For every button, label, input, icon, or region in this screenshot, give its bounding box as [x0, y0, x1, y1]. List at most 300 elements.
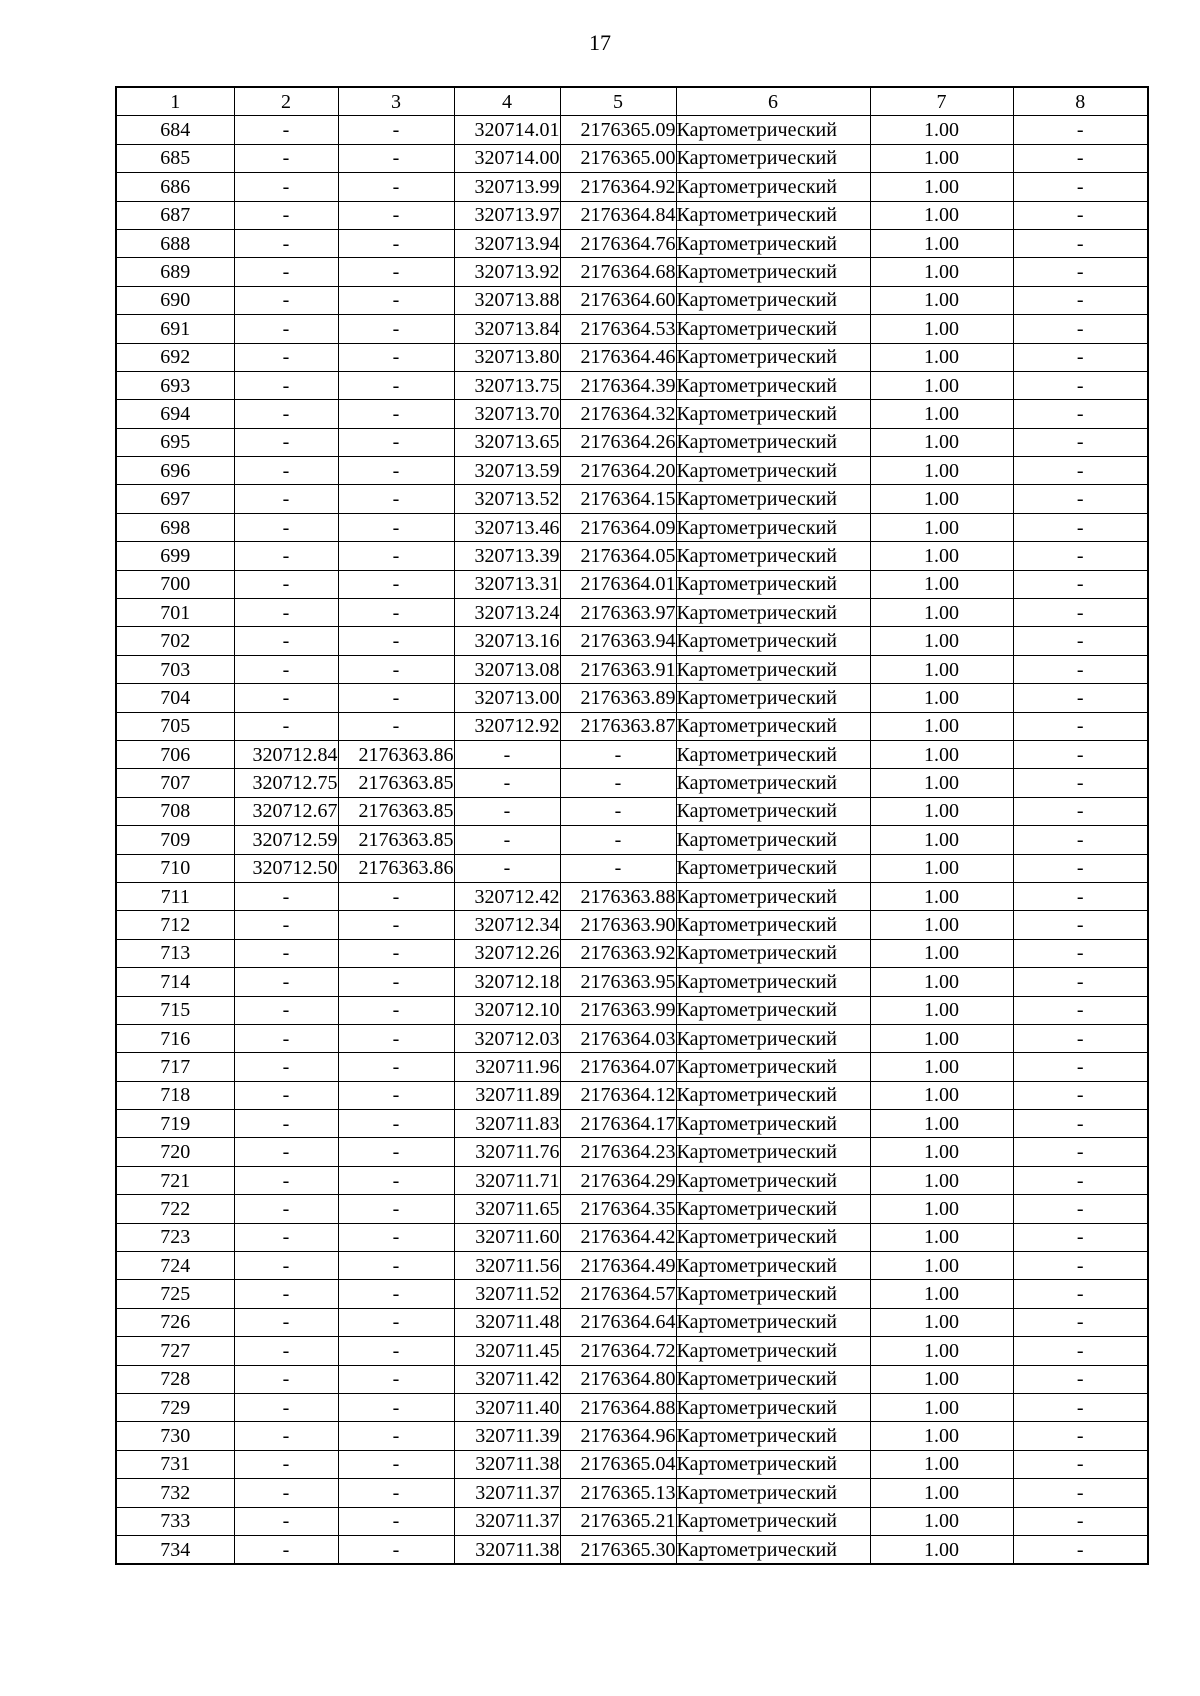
table-cell-col5: 2176363.94: [560, 627, 676, 655]
table-cell-col3: -: [338, 911, 454, 939]
table-cell-col6: Картометрический: [676, 1024, 870, 1052]
table-cell-col2: -: [234, 1280, 338, 1308]
table-row: [116, 1479, 1148, 1507]
table-cell-col8: -: [1013, 882, 1148, 910]
table-cell-col8: -: [1013, 1393, 1148, 1421]
table-cell-col7: 1.00: [870, 457, 1013, 485]
table-cell-col3: -: [338, 1450, 454, 1478]
table-cell-col6: Картометрический: [676, 1252, 870, 1280]
table-cell-col1: 721: [116, 1166, 234, 1194]
table-cell-col2: -: [234, 1195, 338, 1223]
table-cell-col6: Картометрический: [676, 797, 870, 825]
table-row: [116, 1507, 1148, 1535]
table-cell-col4: 320711.38: [454, 1535, 560, 1564]
table-cell-col1: 696: [116, 457, 234, 485]
table-cell-col4: 320712.10: [454, 996, 560, 1024]
table-cell-col5: -: [560, 769, 676, 797]
table-cell-col8: -: [1013, 1110, 1148, 1138]
table-cell-col5: 2176363.99: [560, 996, 676, 1024]
table-cell-col4: 320712.92: [454, 712, 560, 740]
table-cell-col3: 2176363.85: [338, 769, 454, 797]
table-cell-col8: -: [1013, 1365, 1148, 1393]
table-cell-col4: 320713.52: [454, 485, 560, 513]
table-cell-col8: -: [1013, 229, 1148, 257]
table-cell-col1: 707: [116, 769, 234, 797]
table-cell-col7: 1.00: [870, 627, 1013, 655]
table-cell-col1: 702: [116, 627, 234, 655]
table-cell-col1: 704: [116, 684, 234, 712]
table-cell-col5: 2176364.09: [560, 513, 676, 541]
table-cell-col8: -: [1013, 315, 1148, 343]
table-cell-col6: Картометрический: [676, 826, 870, 854]
table-cell-col6: Картометрический: [676, 542, 870, 570]
table-cell-col1: 720: [116, 1138, 234, 1166]
table-cell-col8: -: [1013, 173, 1148, 201]
table-cell-col6: Картометрический: [676, 655, 870, 683]
table-row: [116, 684, 1148, 712]
table-cell-col8: -: [1013, 513, 1148, 541]
table-cell-col7: 1.00: [870, 1166, 1013, 1194]
table-cell-col5: 2176364.57: [560, 1280, 676, 1308]
table-cell-col5: -: [560, 826, 676, 854]
table-cell-col1: 712: [116, 911, 234, 939]
table-cell-col5: 2176364.03: [560, 1024, 676, 1052]
table-cell-col5: 2176364.07: [560, 1053, 676, 1081]
table-cell-col5: 2176364.92: [560, 173, 676, 201]
table-cell-col1: 714: [116, 968, 234, 996]
table-cell-col2: -: [234, 1450, 338, 1478]
table-cell-col8: -: [1013, 655, 1148, 683]
table-row: [116, 315, 1148, 343]
table-row: [116, 258, 1148, 286]
table-cell-col7: 1.00: [870, 428, 1013, 456]
table-body: [116, 116, 1148, 1564]
table-cell-col7: 1.00: [870, 769, 1013, 797]
table-cell-col8: -: [1013, 627, 1148, 655]
column-header: 1: [116, 87, 234, 116]
table-cell-col5: 2176365.04: [560, 1450, 676, 1478]
table-cell-col7: 1.00: [870, 1308, 1013, 1336]
table-cell-col6: Картометрический: [676, 570, 870, 598]
table-cell-col5: 2176363.91: [560, 655, 676, 683]
table-cell-col5: 2176364.84: [560, 201, 676, 229]
table-cell-col5: 2176364.23: [560, 1138, 676, 1166]
table-cell-col1: 701: [116, 599, 234, 627]
table-cell-col1: 713: [116, 939, 234, 967]
table-cell-col2: -: [234, 1535, 338, 1564]
table-cell-col6: Картометрический: [676, 513, 870, 541]
table-row: [116, 485, 1148, 513]
table-cell-col4: 320711.83: [454, 1110, 560, 1138]
table-cell-col6: Картометрический: [676, 1365, 870, 1393]
table-cell-col4: 320712.26: [454, 939, 560, 967]
column-header: 3: [338, 87, 454, 116]
table-cell-col5: 2176364.53: [560, 315, 676, 343]
table-cell-col7: 1.00: [870, 144, 1013, 172]
table-row: [116, 769, 1148, 797]
table-cell-col1: 717: [116, 1053, 234, 1081]
table-cell-col3: -: [338, 1252, 454, 1280]
table-cell-col5: 2176363.97: [560, 599, 676, 627]
table-cell-col7: 1.00: [870, 1422, 1013, 1450]
table-cell-col5: 2176364.60: [560, 286, 676, 314]
table-cell-col1: 694: [116, 400, 234, 428]
table-cell-col7: 1.00: [870, 968, 1013, 996]
table-cell-col4: -: [454, 826, 560, 854]
table-cell-col3: -: [338, 1138, 454, 1166]
table-cell-col2: -: [234, 1365, 338, 1393]
table-cell-col8: -: [1013, 1450, 1148, 1478]
table-cell-col6: Картометрический: [676, 173, 870, 201]
table-cell-col8: -: [1013, 1422, 1148, 1450]
coordinates-table: [115, 86, 1149, 1565]
table-cell-col7: 1.00: [870, 1138, 1013, 1166]
column-header: 6: [676, 87, 870, 116]
table-cell-col3: -: [338, 144, 454, 172]
table-cell-col7: 1.00: [870, 485, 1013, 513]
table-cell-col4: 320713.99: [454, 173, 560, 201]
table-cell-col4: -: [454, 797, 560, 825]
table-cell-col2: -: [234, 1110, 338, 1138]
table-cell-col2: -: [234, 599, 338, 627]
table-cell-col7: 1.00: [870, 542, 1013, 570]
table-cell-col3: -: [338, 1507, 454, 1535]
table-cell-col3: -: [338, 1308, 454, 1336]
table-row: [116, 1422, 1148, 1450]
table-cell-col2: -: [234, 1507, 338, 1535]
table-cell-col3: 2176363.86: [338, 740, 454, 768]
table-cell-col1: 722: [116, 1195, 234, 1223]
table-cell-col2: -: [234, 684, 338, 712]
table-cell-col6: Картометрический: [676, 1393, 870, 1421]
table-cell-col6: Картометрический: [676, 1166, 870, 1194]
table-cell-col7: 1.00: [870, 712, 1013, 740]
table-cell-col7: 1.00: [870, 1053, 1013, 1081]
table-cell-col7: 1.00: [870, 1280, 1013, 1308]
table-row: [116, 371, 1148, 399]
table-cell-col4: -: [454, 740, 560, 768]
table-cell-col4: 320711.89: [454, 1081, 560, 1109]
table-cell-col2: 320712.59: [234, 826, 338, 854]
table-cell-col3: -: [338, 173, 454, 201]
table-cell-col2: -: [234, 968, 338, 996]
table-row: [116, 968, 1148, 996]
table-cell-col7: 1.00: [870, 797, 1013, 825]
table-cell-col4: 320713.46: [454, 513, 560, 541]
table-cell-col2: -: [234, 1422, 338, 1450]
table-cell-col1: 700: [116, 570, 234, 598]
table-cell-col1: 688: [116, 229, 234, 257]
table-cell-col3: -: [338, 1422, 454, 1450]
table-cell-col6: Картометрический: [676, 229, 870, 257]
table-cell-col7: 1.00: [870, 315, 1013, 343]
table-cell-col8: -: [1013, 1479, 1148, 1507]
table-row: [116, 826, 1148, 854]
table-cell-col7: 1.00: [870, 1081, 1013, 1109]
table-cell-col7: 1.00: [870, 939, 1013, 967]
table-cell-col4: 320711.52: [454, 1280, 560, 1308]
table-cell-col7: 1.00: [870, 1252, 1013, 1280]
table-cell-col6: Картометрический: [676, 627, 870, 655]
table-cell-col2: -: [234, 1053, 338, 1081]
table-cell-col8: -: [1013, 144, 1148, 172]
table-cell-col6: Картометрический: [676, 1081, 870, 1109]
table-cell-col4: 320713.65: [454, 428, 560, 456]
table-row: [116, 116, 1148, 144]
table-row: [116, 1308, 1148, 1336]
table-cell-col6: Картометрический: [676, 684, 870, 712]
table-cell-col2: -: [234, 258, 338, 286]
table-cell-col3: -: [338, 599, 454, 627]
table-cell-col1: 703: [116, 655, 234, 683]
table-cell-col1: 726: [116, 1308, 234, 1336]
table-cell-col4: 320713.88: [454, 286, 560, 314]
table-cell-col4: 320713.08: [454, 655, 560, 683]
table-cell-col4: 320711.56: [454, 1252, 560, 1280]
table-cell-col2: -: [234, 1308, 338, 1336]
table-cell-col4: 320711.37: [454, 1479, 560, 1507]
table-cell-col1: 699: [116, 542, 234, 570]
table-cell-col8: -: [1013, 1535, 1148, 1564]
table-cell-col5: -: [560, 740, 676, 768]
table-cell-col6: Картометрический: [676, 1223, 870, 1251]
table-cell-col5: 2176365.00: [560, 144, 676, 172]
table-cell-col1: 706: [116, 740, 234, 768]
table-row: [116, 1393, 1148, 1421]
table-cell-col6: Картометрический: [676, 1422, 870, 1450]
column-header: 4: [454, 87, 560, 116]
table-cell-col7: 1.00: [870, 1024, 1013, 1052]
table-cell-col6: Картометрический: [676, 315, 870, 343]
table-cell-col4: -: [454, 854, 560, 882]
table-cell-col4: 320713.70: [454, 400, 560, 428]
table-cell-col5: -: [560, 797, 676, 825]
table-cell-col2: -: [234, 627, 338, 655]
table-cell-col6: Картометрический: [676, 400, 870, 428]
table-row: [116, 1252, 1148, 1280]
table-cell-col7: 1.00: [870, 343, 1013, 371]
table-row: [116, 144, 1148, 172]
table-cell-col5: 2176363.89: [560, 684, 676, 712]
table-cell-col4: 320711.76: [454, 1138, 560, 1166]
table-cell-col5: 2176363.95: [560, 968, 676, 996]
table-cell-col8: -: [1013, 485, 1148, 513]
table-cell-col8: -: [1013, 740, 1148, 768]
table-cell-col3: -: [338, 1479, 454, 1507]
table-cell-col6: Картометрический: [676, 1308, 870, 1336]
table-cell-col2: -: [234, 201, 338, 229]
table-cell-col3: -: [338, 1337, 454, 1365]
table-cell-col1: 693: [116, 371, 234, 399]
table-cell-col8: -: [1013, 428, 1148, 456]
table-cell-col6: Картометрический: [676, 1053, 870, 1081]
table-cell-col1: 711: [116, 882, 234, 910]
table-cell-col6: Картометрический: [676, 1535, 870, 1564]
table-cell-col3: -: [338, 258, 454, 286]
table-cell-col6: Картометрический: [676, 258, 870, 286]
table-row: [116, 1280, 1148, 1308]
table-row: [116, 570, 1148, 598]
table-row: [116, 1337, 1148, 1365]
table-cell-col1: 729: [116, 1393, 234, 1421]
table-cell-col5: 2176364.76: [560, 229, 676, 257]
table-cell-col8: -: [1013, 968, 1148, 996]
table-cell-col3: -: [338, 457, 454, 485]
table-row: [116, 740, 1148, 768]
table-cell-col3: -: [338, 286, 454, 314]
column-header: 2: [234, 87, 338, 116]
table-row: [116, 854, 1148, 882]
table-cell-col1: 728: [116, 1365, 234, 1393]
table-cell-col8: -: [1013, 797, 1148, 825]
table-cell-col4: 320713.75: [454, 371, 560, 399]
table-cell-col3: 2176363.86: [338, 854, 454, 882]
table-cell-col3: -: [338, 1195, 454, 1223]
table-row: [116, 1223, 1148, 1251]
table-cell-col4: 320714.01: [454, 116, 560, 144]
table-cell-col5: 2176364.12: [560, 1081, 676, 1109]
table-cell-col3: -: [338, 684, 454, 712]
table-cell-col4: 320711.96: [454, 1053, 560, 1081]
table-cell-col5: 2176363.92: [560, 939, 676, 967]
table-row: [116, 343, 1148, 371]
table-cell-col5: 2176364.42: [560, 1223, 676, 1251]
table-cell-col6: Картометрический: [676, 968, 870, 996]
table-cell-col6: Картометрический: [676, 485, 870, 513]
table-cell-col4: 320713.16: [454, 627, 560, 655]
table-cell-col1: 731: [116, 1450, 234, 1478]
table-cell-col1: 692: [116, 343, 234, 371]
table-cell-col3: -: [338, 968, 454, 996]
table-cell-col3: -: [338, 1053, 454, 1081]
table-cell-col2: -: [234, 1393, 338, 1421]
table-cell-col4: 320713.84: [454, 315, 560, 343]
table-cell-col2: -: [234, 513, 338, 541]
table-cell-col7: 1.00: [870, 996, 1013, 1024]
table-cell-col5: 2176364.29: [560, 1166, 676, 1194]
table-row: [116, 712, 1148, 740]
table-cell-col2: -: [234, 229, 338, 257]
table-cell-col4: 320711.71: [454, 1166, 560, 1194]
table-cell-col8: -: [1013, 599, 1148, 627]
table-row: [116, 1081, 1148, 1109]
table-cell-col3: 2176363.85: [338, 826, 454, 854]
table-cell-col4: 320711.39: [454, 1422, 560, 1450]
table-cell-col6: Картометрический: [676, 144, 870, 172]
table-cell-col5: 2176364.46: [560, 343, 676, 371]
table-row: [116, 1053, 1148, 1081]
table-cell-col2: -: [234, 1138, 338, 1166]
table-row: [116, 882, 1148, 910]
table-cell-col2: -: [234, 911, 338, 939]
table-cell-col5: 2176364.17: [560, 1110, 676, 1138]
table-cell-col7: 1.00: [870, 1479, 1013, 1507]
table-cell-col4: 320711.42: [454, 1365, 560, 1393]
table-cell-col4: 320713.97: [454, 201, 560, 229]
table-cell-col8: -: [1013, 201, 1148, 229]
table-cell-col7: 1.00: [870, 229, 1013, 257]
table-cell-col2: -: [234, 485, 338, 513]
table-row: [116, 996, 1148, 1024]
table-cell-col4: 320711.37: [454, 1507, 560, 1535]
table-cell-col3: -: [338, 229, 454, 257]
table-cell-col7: 1.00: [870, 1393, 1013, 1421]
table-cell-col5: 2176364.15: [560, 485, 676, 513]
table-cell-col3: 2176363.85: [338, 797, 454, 825]
column-header: 8: [1013, 87, 1148, 116]
table-cell-col6: Картометрический: [676, 1507, 870, 1535]
table-row: [116, 229, 1148, 257]
table-cell-col6: Картометрический: [676, 1110, 870, 1138]
table-cell-col4: 320711.60: [454, 1223, 560, 1251]
table-cell-col7: 1.00: [870, 1365, 1013, 1393]
table-cell-col8: -: [1013, 1024, 1148, 1052]
table-row: [116, 655, 1148, 683]
table-cell-col3: -: [338, 201, 454, 229]
table-cell-col4: -: [454, 769, 560, 797]
table-cell-col2: -: [234, 116, 338, 144]
table-cell-col3: -: [338, 371, 454, 399]
table-row: [116, 797, 1148, 825]
table-cell-col2: -: [234, 343, 338, 371]
table-cell-col6: Картометрический: [676, 457, 870, 485]
table-cell-col3: -: [338, 1223, 454, 1251]
table-cell-col1: 718: [116, 1081, 234, 1109]
table-cell-col5: 2176364.32: [560, 400, 676, 428]
table-cell-col5: 2176364.64: [560, 1308, 676, 1336]
table-cell-col6: Картометрический: [676, 1195, 870, 1223]
table-cell-col2: -: [234, 655, 338, 683]
table-cell-col2: 320712.75: [234, 769, 338, 797]
table-cell-col4: 320713.31: [454, 570, 560, 598]
table-cell-col7: 1.00: [870, 513, 1013, 541]
table-cell-col4: 320712.18: [454, 968, 560, 996]
table-cell-col6: Картометрический: [676, 882, 870, 910]
table-cell-col6: Картометрический: [676, 286, 870, 314]
table-cell-col8: -: [1013, 286, 1148, 314]
table-cell-col6: Картометрический: [676, 428, 870, 456]
table-cell-col4: 320711.65: [454, 1195, 560, 1223]
table-cell-col6: Картометрический: [676, 939, 870, 967]
table-cell-col5: 2176365.09: [560, 116, 676, 144]
table-cell-col2: -: [234, 400, 338, 428]
table-cell-col1: 689: [116, 258, 234, 286]
table-cell-col6: Картометрический: [676, 1280, 870, 1308]
table-row: [116, 1138, 1148, 1166]
table-cell-col7: 1.00: [870, 854, 1013, 882]
table-cell-col2: -: [234, 286, 338, 314]
table-cell-col7: 1.00: [870, 1110, 1013, 1138]
table-cell-col2: 320712.84: [234, 740, 338, 768]
table-cell-col7: 1.00: [870, 740, 1013, 768]
table-cell-col2: -: [234, 1479, 338, 1507]
table-row: [116, 286, 1148, 314]
table-cell-col8: -: [1013, 1308, 1148, 1336]
table-cell-col6: Картометрический: [676, 371, 870, 399]
table-cell-col2: 320712.50: [234, 854, 338, 882]
table-cell-col5: 2176364.35: [560, 1195, 676, 1223]
table-cell-col1: 730: [116, 1422, 234, 1450]
table-cell-col7: 1.00: [870, 1337, 1013, 1365]
table-cell-col1: 723: [116, 1223, 234, 1251]
table-cell-col3: -: [338, 1535, 454, 1564]
table-cell-col4: 320711.45: [454, 1337, 560, 1365]
table-cell-col6: Картометрический: [676, 712, 870, 740]
table-cell-col6: Картометрический: [676, 1479, 870, 1507]
table-cell-col1: 716: [116, 1024, 234, 1052]
table-cell-col2: 320712.67: [234, 797, 338, 825]
table-cell-col4: 320712.42: [454, 882, 560, 910]
